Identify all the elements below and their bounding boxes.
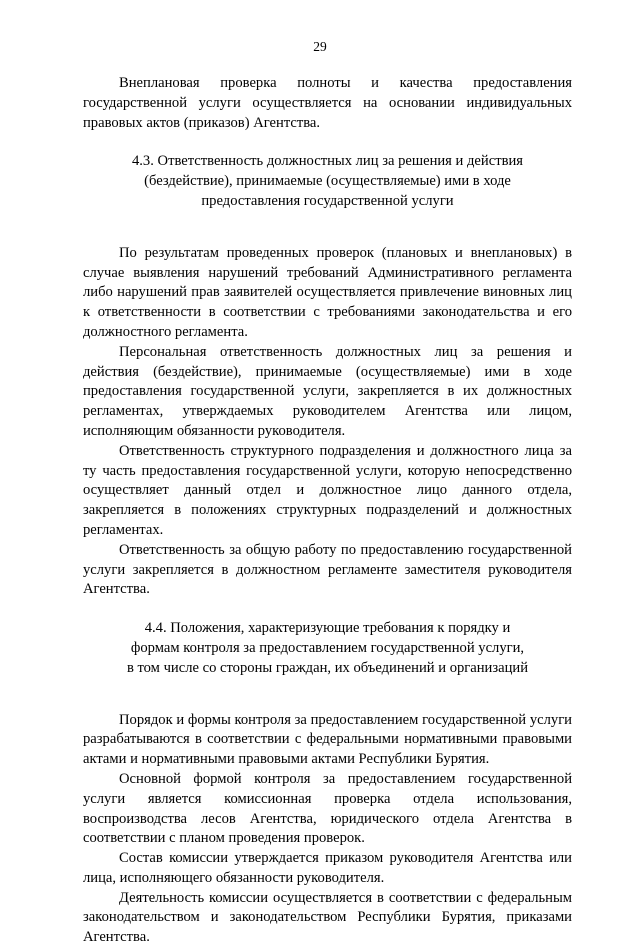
heading-line: 4.4. Положения, характеризующие требования к порядку и <box>144 620 511 637</box>
intro-paragraph: Внеплановая проверка полноты и качества предоставления государственной услуги осуществляется на основании индивидуальных правовых актов (приказов) Агентства. <box>83 75 572 131</box>
section-4-3-body <box>83 244 572 600</box>
section-4-4-heading <box>83 619 572 678</box>
heading-line: предоставления государственной услуги <box>201 192 454 209</box>
heading-line: (бездействие), принимаемые (осуществляемые) ими в ходе <box>144 173 511 190</box>
heading-line: 4.3. Ответственность должностных лиц за решения и действия <box>131 153 523 170</box>
section-4-3-paragraph: Ответственность за общую работу по предоставлению государственной услуги закрепляется в должностном регламенте заместителя руководителя Агентства. <box>83 541 572 598</box>
section-4-3-paragraph: Ответственность структурного подразделения и должностного лица за ту часть предоставления государственной услуги, которую непосредственно осуществляет данный отдел и должностное лицо данного отдела, закрепляется в положениях структурных подразделений и должностных регламентах. <box>83 442 572 538</box>
section-4-4-paragraph: Основной формой контроля за предоставлением государственной услуги является комиссионная проверка отдела использования, воспроизводства лесов Агентства, юридического отдела Агентства в соответствии с планом проведения проверок. <box>83 770 572 847</box>
section-4-3-paragraph: Персональная ответственность должностных лиц за решения и действия (бездействие), принимаемые (осуществляемые) ими в ходе предоставления государственной услуги, закрепляется в их должностных регламентах, утверждаемых руководителем Агентства или лицом, исполняющим обязанности руководителя. <box>83 343 572 439</box>
section-4-3-heading <box>83 152 572 211</box>
section-4-4-paragraph: Деятельность комиссии осуществляется в соответствии с федеральным законодательством и законодательством Республики Бурятия, приказами Агентства. <box>83 889 572 946</box>
document-body <box>83 74 572 948</box>
section-4-4-paragraph: Состав комиссии утверждается приказом руководителя Агентства или лица, исполняющего обязанности руководителя. <box>83 850 572 886</box>
heading-line: формам контроля за предоставлением государственной услуги, <box>130 639 525 656</box>
section-4-4-body <box>83 711 572 948</box>
section-4-4-paragraph: Порядок и формы контроля за предоставлением государственной услуги разрабатываются в соответствии с федеральными нормативными правовыми актами и нормативными правовыми актами Республики Бурятия. <box>83 711 572 768</box>
heading-line: в том числе со стороны граждан, их объединений и организаций <box>126 659 529 676</box>
section-4-3-paragraph: По результатам проведенных проверок (плановых и внеплановых) в случае выявления нарушений требований Административного регламента либо нарушений прав заявителей осуществляется привлечение виновных лиц к ответственности в соответствии с требованиями законодательства и его должностного регламента. <box>83 244 572 340</box>
page-number: 29 <box>313 39 327 54</box>
